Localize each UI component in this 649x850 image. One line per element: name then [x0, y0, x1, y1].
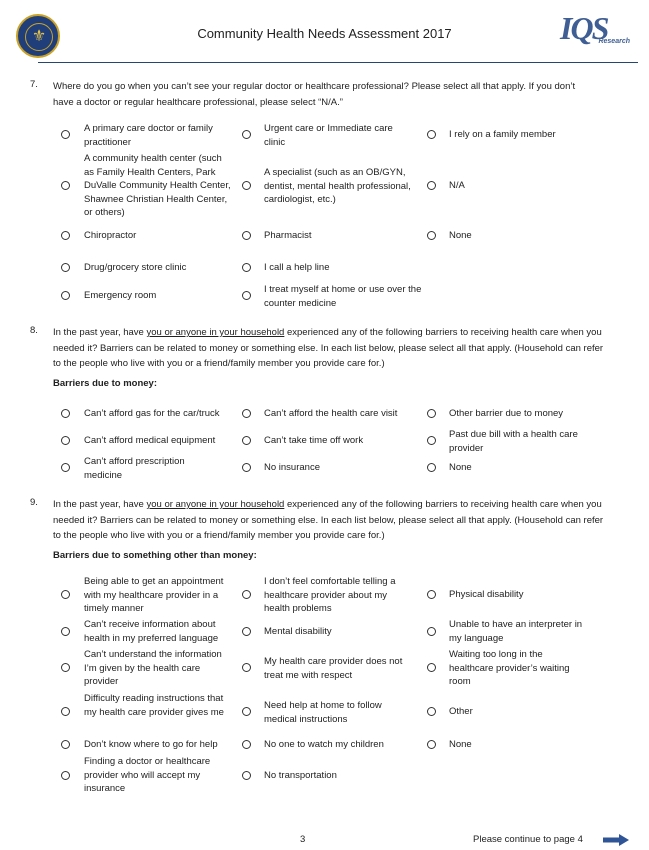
q7-option-radio[interactable]	[242, 231, 251, 240]
q7-option-radio[interactable]	[427, 231, 436, 240]
q9-option-radio[interactable]	[242, 771, 251, 780]
q9-option-label: Being able to get an appointment with my healthcare provider in a timely manner	[84, 576, 224, 614]
q9-subheading: Barriers due to something other than money:	[53, 550, 257, 561]
q9-option-radio[interactable]	[61, 771, 70, 780]
q7-option-radio[interactable]	[242, 181, 251, 190]
q9-option-radio[interactable]	[61, 707, 70, 716]
q9-option-label: Mental disability	[264, 626, 332, 637]
q7-number: 7.	[30, 79, 38, 90]
q9-option-radio[interactable]	[242, 590, 251, 599]
q9-option-radio[interactable]	[427, 590, 436, 599]
q9-option-radio[interactable]	[427, 707, 436, 716]
header-divider	[38, 62, 638, 63]
q8-option-radio[interactable]	[61, 436, 70, 445]
q8-option-radio[interactable]	[427, 463, 436, 472]
q8-option-label: None	[449, 462, 472, 473]
q8-option-label: Can’t take time off work	[264, 435, 364, 446]
q9-option-radio[interactable]	[61, 663, 70, 672]
q8-option-label: Past due bill with a health care provider	[449, 429, 578, 454]
q7-option-radio[interactable]	[61, 231, 70, 240]
q7-option-radio[interactable]	[427, 181, 436, 190]
q9-text: In the past year, have you or anyone in your household experienced any of the following barriers to receiving health care when you needed it? Barriers can be related to money or something else. In each list below, please select all that apply. (Household can refer to the people who live with you or a friend/family member you provide care for.)	[53, 499, 604, 541]
q7-option-label: A primary care doctor or family practitioner	[84, 123, 213, 148]
q9-option-radio[interactable]	[427, 740, 436, 749]
q7-option-label: N/A	[449, 180, 465, 191]
q8-option-radio[interactable]	[242, 463, 251, 472]
q9-option-label: No transportation	[264, 770, 337, 781]
q7-option-radio[interactable]	[427, 130, 436, 139]
q8-option-radio[interactable]	[427, 436, 436, 445]
q8-option-label: Can’t afford prescription medicine	[84, 456, 185, 481]
q7-option-label: Urgent care or Immediate care clinic	[264, 123, 393, 148]
q9-option-label: I don’t feel comfortable telling a healthcare provider about my health problems	[264, 576, 396, 614]
q8-option-radio[interactable]	[427, 409, 436, 418]
q7-option-label: I call a help line	[264, 262, 330, 273]
q9-option-label: Physical disability	[449, 589, 524, 600]
q7-option-radio[interactable]	[242, 130, 251, 139]
continue-note: Please continue to page 4	[473, 834, 583, 845]
q8-option-label: Can’t afford medical equipment	[84, 435, 216, 446]
q9-option-label: None	[449, 739, 472, 750]
q9-option-label: Can’t receive information about health in my preferred language	[84, 619, 219, 644]
q9-option-label: Finding a doctor or healthcare provider who will accept my insurance	[84, 756, 211, 794]
q7-option-label: Chiropractor	[84, 230, 137, 241]
q8-text: In the past year, have you or anyone in your household experienced any of the following barriers to receiving health care when you needed it? Barriers can be related to money or something else. In each list below, please select all that apply. (Household can refer to the people who live with you or a friend/family member you provide care for.)	[53, 327, 604, 369]
q7-text: Where do you go when you can’t see your regular doctor or healthcare professional? Please select all that apply. If you don’t have a doctor or regular healthcare professional, please select “N/A.”	[53, 81, 576, 108]
q7-option-radio[interactable]	[242, 263, 251, 272]
q9-option-label: Other	[449, 706, 473, 717]
q7-option-radio[interactable]	[61, 130, 70, 139]
q9-option-radio[interactable]	[61, 627, 70, 636]
page-title: Community Health Needs Assessment 2017	[197, 26, 452, 41]
q7-option-radio[interactable]	[61, 263, 70, 272]
q7-option-radio[interactable]	[61, 291, 70, 300]
iqs-research-logo-icon: IQS Research	[560, 10, 630, 46]
q8-option-radio[interactable]	[61, 463, 70, 472]
q7-option-radio[interactable]	[61, 181, 70, 190]
q7-option-label: A specialist (such as an OB/GYN, dentist, mental health professional, cardiologist, etc.)	[264, 167, 411, 205]
q8-option-radio[interactable]	[242, 436, 251, 445]
q9-option-radio[interactable]	[61, 740, 70, 749]
right-arrow-icon	[603, 834, 629, 846]
q8-option-radio[interactable]	[242, 409, 251, 418]
q7-option-label: None	[449, 230, 472, 241]
q8-option-radio[interactable]	[61, 409, 70, 418]
q9-option-label: My health care provider does not treat me with respect	[264, 656, 403, 681]
louisville-seal-logo-icon: ⚜	[16, 14, 60, 58]
q8-option-label: No insurance	[264, 462, 320, 473]
q7-option-label: Drug/grocery store clinic	[84, 262, 187, 273]
q9-option-radio[interactable]	[242, 707, 251, 716]
q9-option-radio[interactable]	[242, 663, 251, 672]
q9-option-label: Can’t understand the information I’m given by the health care provider	[84, 649, 222, 687]
q7-option-label: I rely on a family member	[449, 129, 556, 140]
q9-option-radio[interactable]	[242, 740, 251, 749]
page-header	[0, 0, 649, 62]
q9-option-label: Don’t know where to go for help	[84, 739, 218, 750]
q8-number: 8.	[30, 325, 38, 336]
q9-option-label: Difficulty reading instructions that my health care provider gives me	[84, 693, 224, 718]
q8-subheading: Barriers due to money:	[53, 378, 157, 389]
q9-option-radio[interactable]	[427, 627, 436, 636]
q9-number: 9.	[30, 497, 38, 508]
q9-option-label: No one to watch my children	[264, 739, 384, 750]
q9-option-label: Waiting too long in the healthcare provider’s waiting room	[449, 649, 570, 687]
q9-option-radio[interactable]	[427, 663, 436, 672]
q9-option-label: Need help at home to follow medical instructions	[264, 700, 382, 725]
q9-option-radio[interactable]	[242, 627, 251, 636]
q7-option-label: Pharmacist	[264, 230, 312, 241]
q7-option-label: Emergency room	[84, 290, 157, 301]
q9-option-label: Unable to have an interpreter in my language	[449, 619, 583, 644]
page-number: 3	[300, 834, 306, 845]
q8-option-label: Other barrier due to money	[449, 408, 564, 419]
q8-option-label: Can’t afford gas for the car/truck	[84, 408, 220, 419]
q7-option-label: A community health center (such as Family Health Centers, Park DuValle Community Health Center, Shawnee Christian Health Center, or others)	[84, 153, 231, 218]
q9-option-radio[interactable]	[61, 590, 70, 599]
q8-option-label: Can’t afford the health care visit	[264, 408, 398, 419]
q7-option-radio[interactable]	[242, 291, 251, 300]
q7-option-label: I treat myself at home or use over the counter medicine	[264, 284, 422, 309]
